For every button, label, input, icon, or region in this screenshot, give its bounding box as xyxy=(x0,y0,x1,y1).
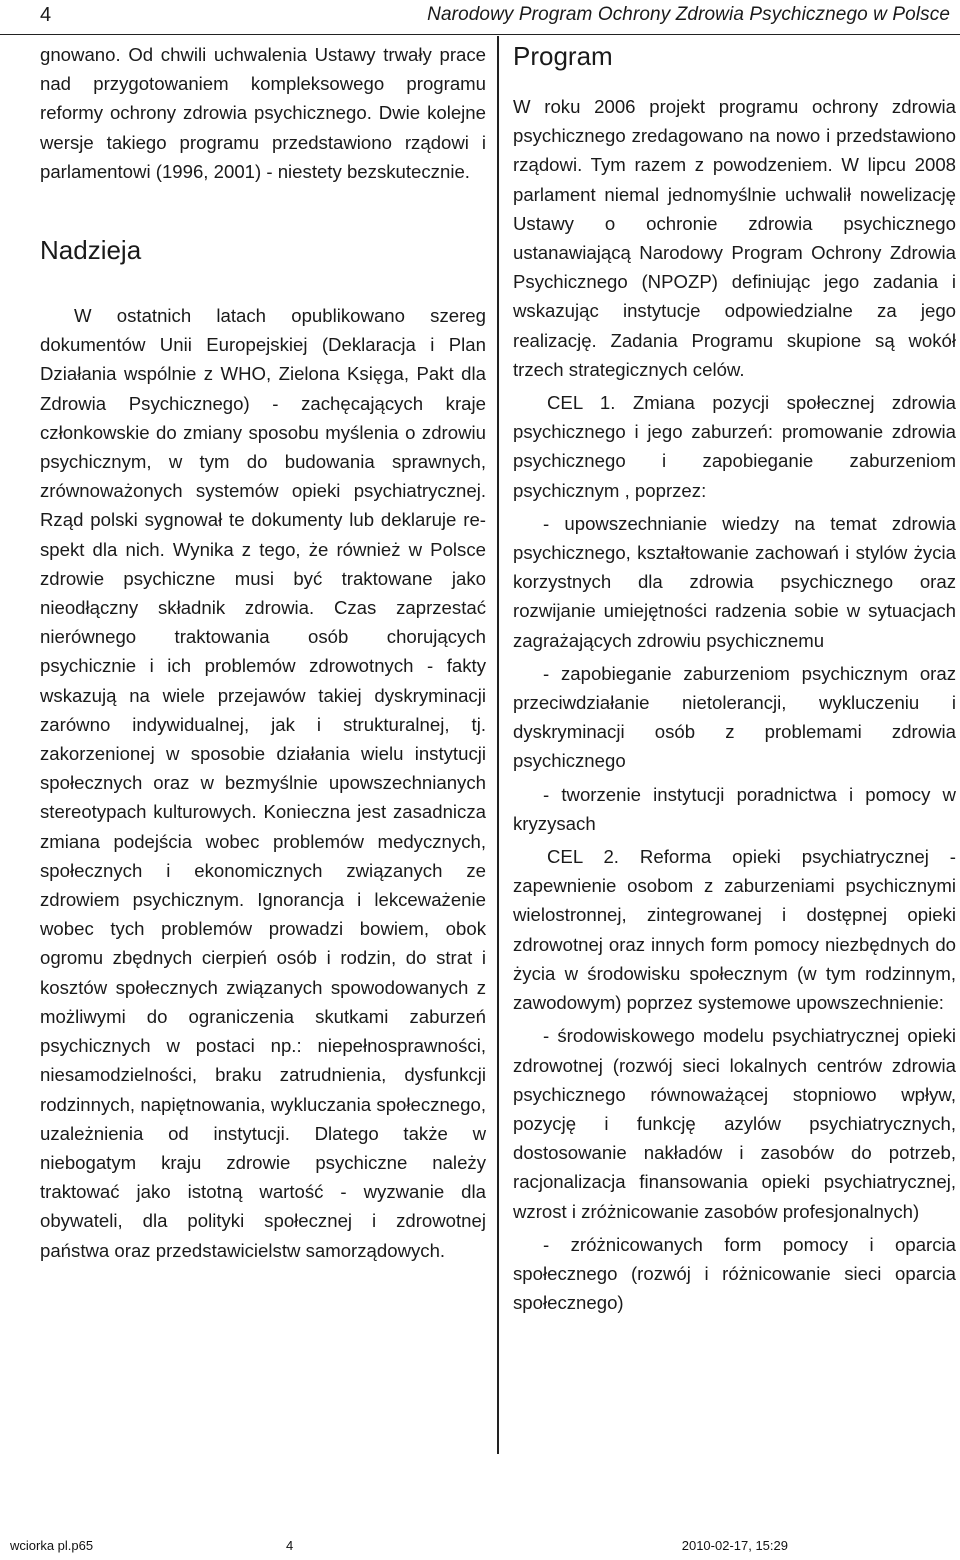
cel1-item: - zapobieganie zaburzeniom psychicznym oraz przeciwdziałanie nietolerancji, wykluczeniu i dyskryminacji osób z problemami zdrowia psychicznego xyxy=(513,662,956,772)
footer-timestamp: 2010-02-17, 15:29 xyxy=(681,1538,788,1553)
footer-filename: wciorka pl.p65 xyxy=(10,1538,94,1553)
section-heading-program: Program xyxy=(513,41,613,71)
cel1-item: - tworzenie instytucji poradnictwa i pomocy w kryzysach xyxy=(513,783,956,834)
cel2-paragraph: CEL 2. Reforma opieki psychiatrycznej - zapewnienie osobom z zaburzeniami psychicznymi wielostronnej, zintegrowanej i dostępnej opieki zdrowotnej oraz innych form pomocy niezbędnych do życia w środowisku społecznym (w tym rodzinnym, zawodowym) poprzez systemowe upowszechnienie: xyxy=(513,846,956,1014)
running-title: Narodowy Program Ochrony Zdrowia Psychicznego w Polsce xyxy=(427,4,950,25)
footer-page-number: 4 xyxy=(286,1538,294,1553)
right-column xyxy=(513,40,956,1317)
section-heading-nadzieja: Nadzieja xyxy=(40,235,142,266)
left-column xyxy=(40,40,486,1265)
page-number: 4 xyxy=(40,4,52,26)
page-header xyxy=(0,0,960,35)
program-paragraph: W roku 2006 projekt programu ochrony zdrowia psychicznego zredagowano na nowo i przedstawiono rządowi. Tym razem z powodzeniem. W lipcu 2008 parlament niemal jednomyślnie uchwalił nowelizację Ustawy o ochronie zdrowia psychicznego ustanawiającą Narodowy Program Ochrony Zdrowia Psychicznego (NPOZP) definiując jego zadania i wskazując instytucje odpowiedzialne za jego realizację. Zadania Programu skupione są wokół trzech strategicznych celów. xyxy=(513,96,956,380)
nadzieja-paragraph: W ostatnich latach opublikowano szereg dokumentów Unii Europejskiej (Deklaracja i Plan Działania wspólnie z WHO, Zielona Księga, Pakt dla Zdrowia Psychicznego) - zachęcających kraje członkowskie do zmiany sposobu myślenia o zdrowiu psychicznym, w tym do budowania sprawnych, zrównoważonych systemów opieki psychiatrycznej. Rząd polski sygnował te dokumenty lub deklaruje respekt dla nich. Wynika z tego, że również w Polsce zdrowie psychiczne musi być traktowane jako nieodłączny składnik zdrowia. Czas zaprzestać nierównego traktowania osób chorujących psychicznie i ich problemów zdrowotnych - fakty wskazują na wiele przejawów takiej dyskryminacji zarówno indywidualnej, jak i strukturalnej, tj. zakorzenionej w sposobie działania wielu instytucji społecznych oraz w bezmyślnie upowszechnianych stereotypach kulturowych. Konieczna jest zasadnicza zmiana podejścia wobec problemów medycznych, społecznych i ekonomicznych związanych ze zdrowiem psychicznym. Ignorancja i lekceważenie wobec tych problemów prowadzi bowiem, obok ogromu zbędnych cierpień osób i rodzin, do strat i kosztów społecznych związanych spowodowanych z możliwymi do ograniczenia skutkami zaburzeń psychicznych w postaci np.: niepełnosprawności, niesamodzielności, braku zatrudnienia, dysfunkcji rodzinnych, napiętnowania, wykluczania społecznego, uzależnienia od instytucji. Dlatego także w niebogatym kraju zdrowie psychiczne należy traktować jako istotną wartość - wyzwanie dla obywateli, dla polityki społecznej i zdrowotnej państwa oraz przedstawicielstw samorządowych. xyxy=(40,305,486,1261)
cel2-item: - środowiskowego modelu psychiatrycznej opieki zdrowotnej (rozwój sieci lokalnych centrów zdrowia psychicznego równoważącej stopniowo wpływ, pozycję i funkcję azylów psychiatrycznych, dostosowanie nakładów i zasobów do potrzeb, racjonalizacja finansowania opieki psychiatrycznej, wzrost i zróżnicowanie zasobów profesjonalnych) xyxy=(513,1025,956,1222)
cel2-item: - zróżnicowanych form pomocy i oparcia społecznego (rozwój i różnicowanie sieci oparcia społecznego) xyxy=(513,1233,956,1314)
cel1-item: - upowszechnianie wiedzy na temat zdrowia psychicznego, kształtowanie zachowań i stylów życia korzystnych dla zdrowia psychicznego oraz rozwijanie umiejętności radzenia sobie w sytuacjach zagrażających zdrowiu psychicznemu xyxy=(513,512,956,651)
intro-paragraph: gnowano. Od chwili uchwalenia Ustawy trwały prace nad przygotowaniem kompleksowego programu reformy ochrony zdrowia psychicznego. Dwie kolejne wersje takiego programu przedstawiono rządowi i parlamentowi (1996, 2001) - niestety bezskutecznie. xyxy=(40,44,486,182)
cel1-paragraph: CEL 1. Zmiana pozycji społecznej zdrowia psychicznego i jego zaburzeń: promowanie zdrowia psychicznego i zapobieganie zaburzeniom psychicznym , poprzez: xyxy=(513,392,956,501)
column-divider xyxy=(497,36,499,1454)
